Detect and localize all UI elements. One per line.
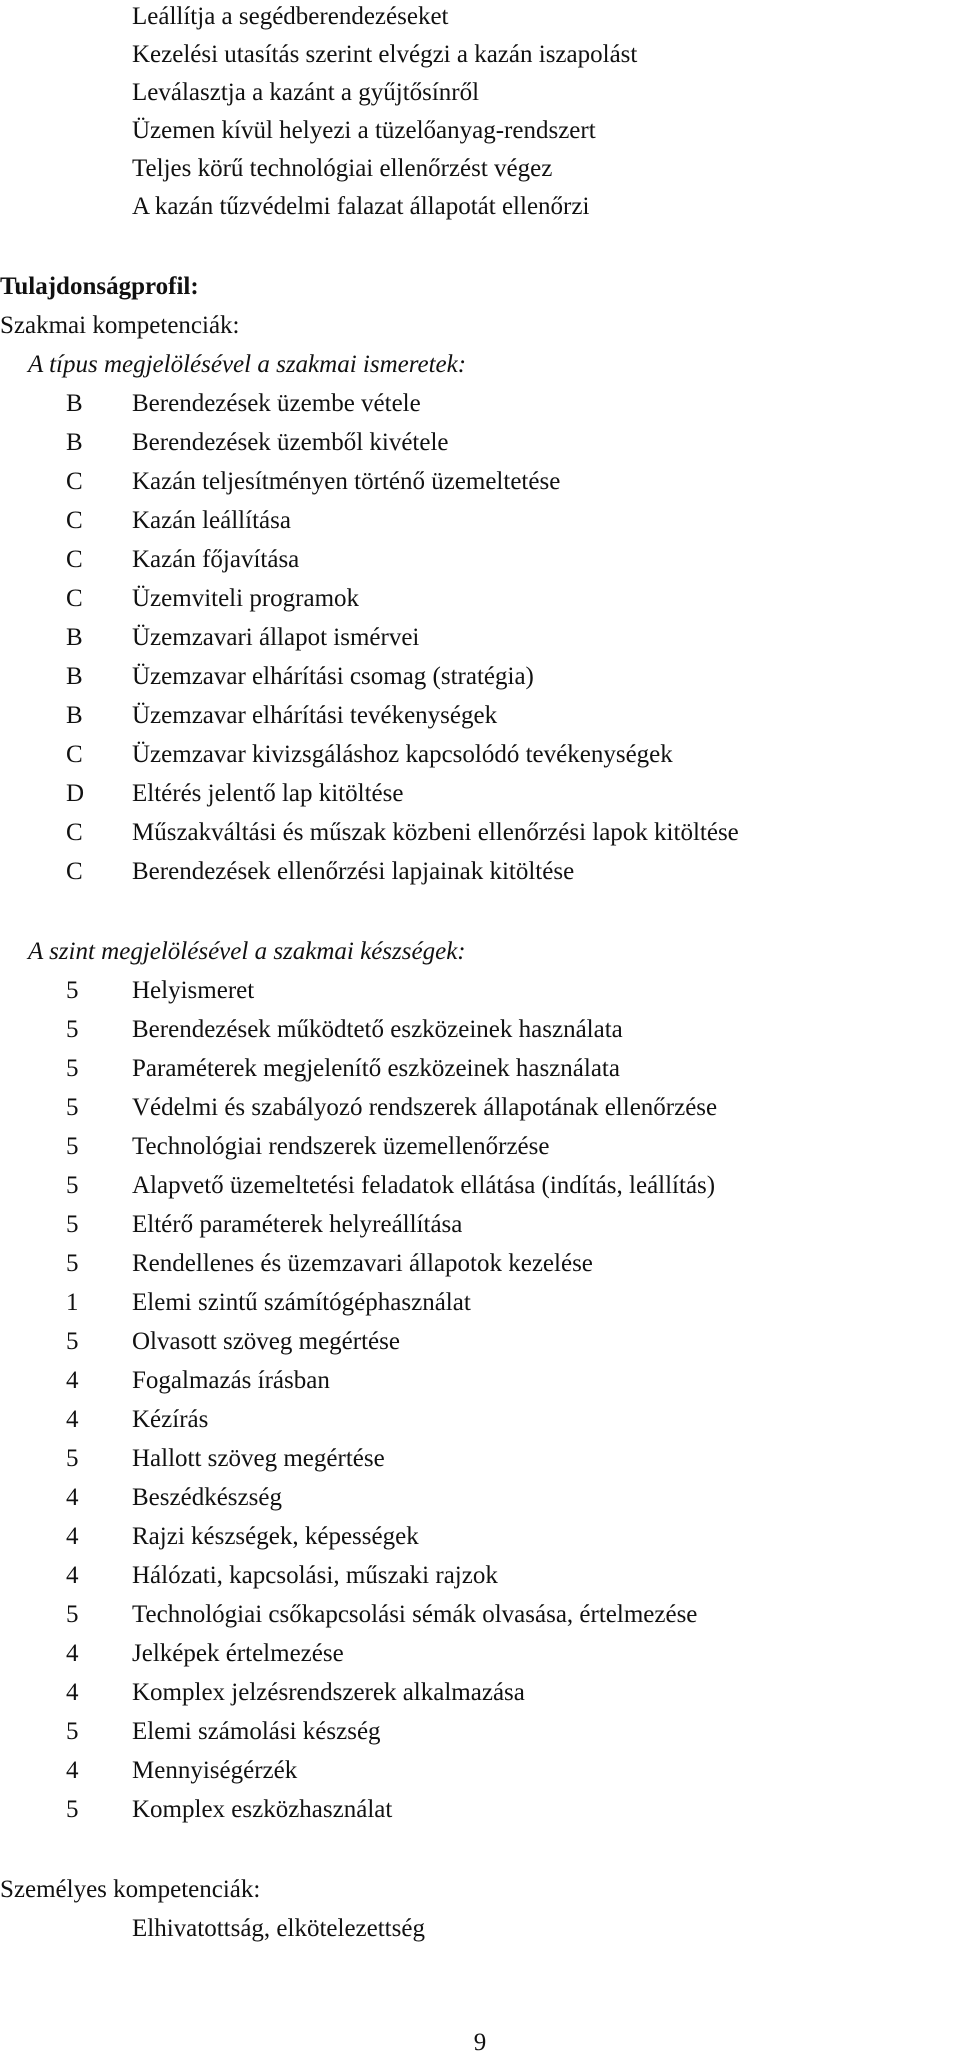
knowledge-code: C [66, 468, 83, 495]
knowledge-code: C [66, 741, 83, 768]
skill-level: 4 [66, 1757, 79, 1784]
skill-row [0, 1561, 960, 1591]
skill-level: 5 [66, 1718, 79, 1745]
knowledge-code: C [66, 546, 83, 573]
skill-text: Technológiai rendszerek üzemellenőrzése [132, 1133, 550, 1160]
skill-text: Rendellenes és üzemzavari állapotok kezelése [132, 1250, 593, 1277]
skill-level: 4 [66, 1367, 79, 1394]
skill-level: 5 [66, 1055, 79, 1082]
profile-heading: Tulajdonságprofil: [0, 273, 199, 300]
knowledge-code: C [66, 507, 83, 534]
skill-level: 1 [66, 1289, 79, 1316]
skill-level: 4 [66, 1679, 79, 1706]
knowledge-text: Üzemzavar kivizsgáláshoz kapcsolódó tevékenységek [132, 741, 673, 768]
knowledge-row [0, 428, 960, 458]
knowledge-row [0, 545, 960, 575]
knowledge-text: Kazán teljesítményen történő üzemeltetése [132, 468, 561, 495]
skill-row [0, 1600, 960, 1630]
personal-competencies-label: Személyes kompetenciák: [0, 1876, 261, 1903]
knowledge-text: Kazán leállítása [132, 507, 291, 534]
skill-row [0, 1483, 960, 1513]
knowledge-heading: A típus megjelölésével a szakmai ismeretek: [28, 351, 467, 378]
skill-text: Paraméterek megjelenítő eszközeinek használata [132, 1055, 620, 1082]
skill-row [0, 1795, 960, 1825]
skill-row [0, 1210, 960, 1240]
skill-row [0, 1288, 960, 1318]
skill-text: Rajzi készségek, képességek [132, 1523, 419, 1550]
task-item: Leállítja a segédberendezéseket [132, 3, 449, 30]
knowledge-row [0, 818, 960, 848]
skill-level: 5 [66, 1250, 79, 1277]
skill-text: Alapvető üzemeltetési feladatok ellátása (indítás, leállítás) [132, 1172, 716, 1199]
knowledge-row [0, 662, 960, 692]
knowledge-row [0, 506, 960, 536]
knowledge-row [0, 584, 960, 614]
knowledge-text: Üzemzavar elhárítási tevékenységek [132, 702, 498, 729]
knowledge-row [0, 623, 960, 653]
skill-text: Olvasott szöveg megértése [132, 1328, 400, 1355]
knowledge-text: Üzemzavari állapot ismérvei [132, 624, 420, 651]
skill-text: Komplex eszközhasználat [132, 1796, 393, 1823]
knowledge-text: Üzemviteli programok [132, 585, 360, 612]
knowledge-code: C [66, 858, 83, 885]
knowledge-code: C [66, 819, 83, 846]
skill-row [0, 976, 960, 1006]
skill-level: 5 [66, 1601, 79, 1628]
personal-competency-item: Elhivatottság, elkötelezettség [132, 1915, 425, 1942]
skill-row [0, 1015, 960, 1045]
knowledge-code: B [66, 663, 83, 690]
knowledge-text: Eltérés jelentő lap kitöltése [132, 780, 404, 807]
skill-text: Komplex jelzésrendszerek alkalmazása [132, 1679, 525, 1706]
skills-heading: A szint megjelölésével a szakmai készségek: [28, 938, 466, 965]
task-item: Kezelési utasítás szerint elvégzi a kazán iszapolást [132, 41, 638, 68]
skill-row [0, 1366, 960, 1396]
skill-text: Mennyiségérzék [132, 1757, 298, 1784]
skill-row [0, 1327, 960, 1357]
skill-text: Eltérő paraméterek helyreállítása [132, 1211, 463, 1238]
skill-row [0, 1249, 960, 1279]
skill-text: Kézírás [132, 1406, 209, 1433]
knowledge-code: B [66, 702, 83, 729]
skill-level: 5 [66, 1796, 79, 1823]
skill-level: 5 [66, 1094, 79, 1121]
skill-text: Berendezések működtető eszközeinek használata [132, 1016, 623, 1043]
task-item: A kazán tűzvédelmi falazat állapotát ellenőrzi [132, 193, 590, 220]
skill-row [0, 1639, 960, 1669]
knowledge-code: C [66, 585, 83, 612]
skill-row [0, 1054, 960, 1084]
skill-level: 4 [66, 1640, 79, 1667]
skill-level: 5 [66, 1328, 79, 1355]
skill-row [0, 1756, 960, 1786]
skill-text: Jelképek értelmezése [132, 1640, 344, 1667]
knowledge-row [0, 740, 960, 770]
knowledge-row [0, 467, 960, 497]
task-item: Üzemen kívül helyezi a tüzelőanyag-rendszert [132, 117, 596, 144]
skill-level: 5 [66, 1133, 79, 1160]
skill-text: Helyismeret [132, 977, 255, 1004]
skill-row [0, 1444, 960, 1474]
skill-row [0, 1171, 960, 1201]
knowledge-text: Berendezések ellenőrzési lapjainak kitöltése [132, 858, 575, 885]
skill-row [0, 1522, 960, 1552]
skill-text: Hallott szöveg megértése [132, 1445, 385, 1472]
knowledge-text: Műszakváltási és műszak közbeni ellenőrzési lapok kitöltése [132, 819, 739, 846]
skill-row [0, 1678, 960, 1708]
skill-row [0, 1717, 960, 1747]
skill-text: Beszédkészség [132, 1484, 282, 1511]
skill-text: Elemi számolási készség [132, 1718, 381, 1745]
skill-level: 5 [66, 977, 79, 1004]
skill-text: Védelmi és szabályozó rendszerek állapotának ellenőrzése [132, 1094, 718, 1121]
skill-text: Elemi szintű számítógéphasználat [132, 1289, 471, 1316]
task-item: Teljes körű technológiai ellenőrzést végez [132, 155, 553, 182]
knowledge-text: Üzemzavar elhárítási csomag (stratégia) [132, 663, 534, 690]
page-number: 9 [473, 2029, 487, 2056]
skill-level: 5 [66, 1172, 79, 1199]
skill-level: 4 [66, 1406, 79, 1433]
skill-level: 4 [66, 1484, 79, 1511]
knowledge-code: B [66, 429, 83, 456]
skill-row [0, 1405, 960, 1435]
skill-text: Hálózati, kapcsolási, műszaki rajzok [132, 1562, 498, 1589]
knowledge-text: Berendezések üzembe vétele [132, 390, 421, 417]
knowledge-row [0, 389, 960, 419]
knowledge-text: Kazán főjavítása [132, 546, 300, 573]
knowledge-row [0, 701, 960, 731]
task-item: Leválasztja a kazánt a gyűjtősínről [132, 79, 480, 106]
skill-row [0, 1093, 960, 1123]
skill-level: 4 [66, 1523, 79, 1550]
skill-level: 5 [66, 1211, 79, 1238]
knowledge-code: D [66, 780, 85, 807]
professional-competencies-label: Szakmai kompetenciák: [0, 312, 240, 339]
knowledge-text: Berendezések üzemből kivétele [132, 429, 449, 456]
skill-row [0, 1132, 960, 1162]
knowledge-row [0, 857, 960, 887]
skill-text: Technológiai csőkapcsolási sémák olvasása, értelmezése [132, 1601, 698, 1628]
knowledge-code: B [66, 624, 83, 651]
skill-level: 4 [66, 1562, 79, 1589]
knowledge-row [0, 779, 960, 809]
skill-level: 5 [66, 1445, 79, 1472]
skill-text: Fogalmazás írásban [132, 1367, 330, 1394]
knowledge-code: B [66, 390, 83, 417]
skill-level: 5 [66, 1016, 79, 1043]
